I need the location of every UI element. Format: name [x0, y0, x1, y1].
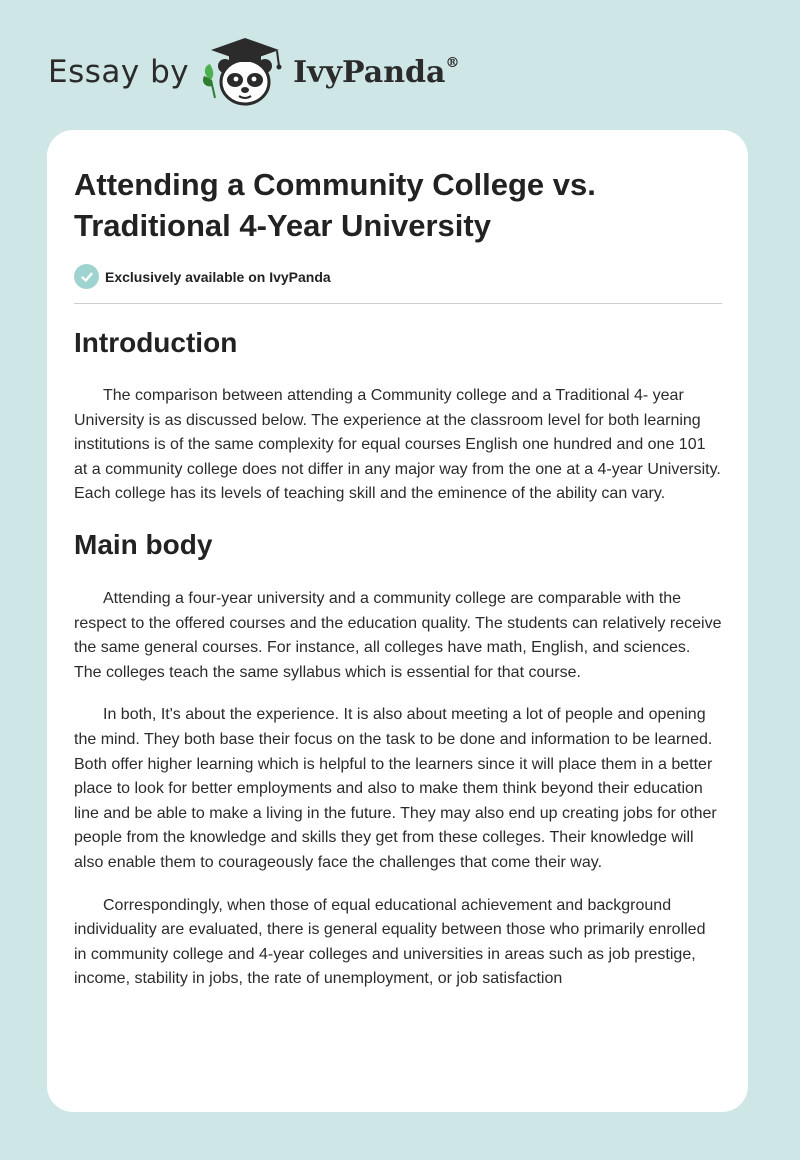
site-header	[48, 36, 459, 108]
section-heading-main-body: Main body	[74, 528, 213, 560]
ivy-leaf-icon	[203, 64, 215, 98]
panda-graduate-icon[interactable]	[199, 36, 291, 108]
divider	[74, 303, 722, 304]
brand-name[interactable]	[293, 55, 459, 90]
paragraph: Correspondingly, when those of equal educational achievement and background individuality are evaluated, there is general equality between those who primarily enrolled in community college and 4-year colleges and universities in areas such as job prestige, income, stability in jobs, the rate of unemployment, or job satisfaction	[74, 896, 706, 988]
paragraph: Attending a four-year university and a community college are comparable with the respect to the offered courses and the education quality. The students can relatively receive the same general courses. For instance, all colleges have math, English, and sciences. The colleges teach the same syllabus which is essential for that course.	[74, 589, 722, 681]
check-icon	[74, 264, 99, 289]
essay-content	[74, 326, 722, 992]
essay-by-label: Essay by	[48, 54, 190, 90]
essay-card	[47, 130, 748, 1112]
registered-mark: ®	[445, 54, 460, 71]
section-heading-introduction: Introduction	[74, 327, 238, 358]
page-title: Attending a Community College vs. Traditional 4-Year University	[74, 167, 596, 243]
paragraph: The comparison between attending a Community college and a Traditional 4- year University is as discussed below. The experience at the classroom level for both learning institutions is of the same complexity for equal courses English one hundred and one 101 at a community college does not differ in any major way from the one at a 4-year University. Each college has its levels of teaching skill and the eminence of the ability can vary.	[74, 387, 721, 503]
paragraph: In both, It's about the experience. It is also about meeting a lot of people and opening the mind. They both base their focus on the task to be done and information to be learned. Both offer higher learning which is helpful to the learners since it will place them in a better place to look for better employments and also to make them think beyond their education line and be able to make a living in the future. They may also end up creating jobs for other people from the knowledge and skills they get from these colleges. Their knowledge will also enable them to courageously face the challenges that come their way.	[74, 706, 717, 871]
brand-text: IvyPanda	[293, 54, 446, 90]
exclusive-label: Exclusively available on IvyPanda	[105, 268, 331, 285]
exclusive-badge	[74, 264, 331, 289]
